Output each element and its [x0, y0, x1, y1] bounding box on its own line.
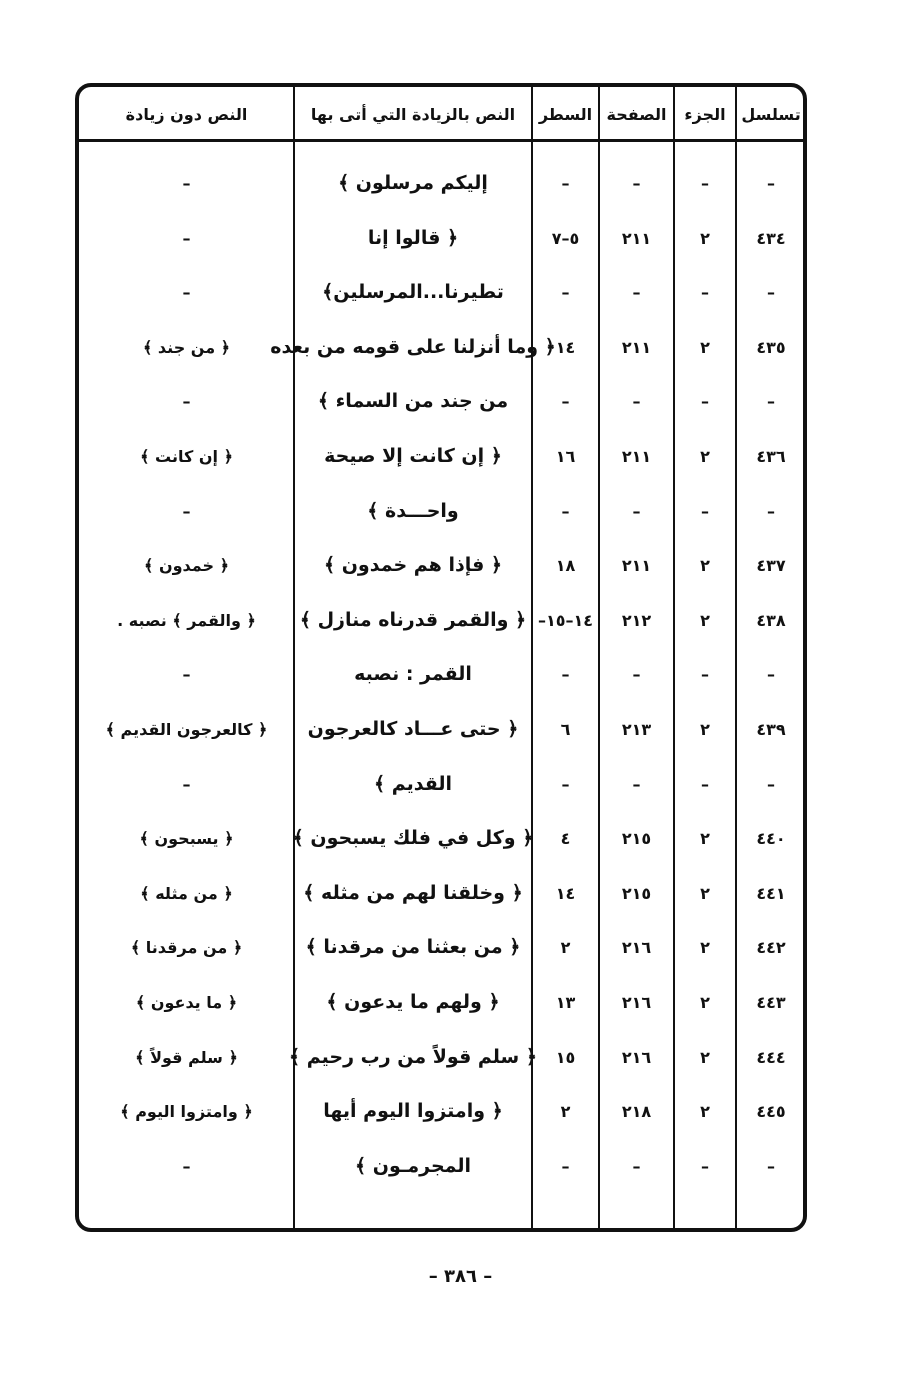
cell-page: ٢١١: [621, 337, 652, 357]
cell-line: ١٣: [555, 992, 576, 1012]
cell-serial: –: [767, 774, 775, 794]
cell-page: ٢١٨: [621, 1101, 652, 1121]
cell-text-without-addition: ﴿ يسبحون ﴾: [139, 828, 234, 848]
cell-part: ٢: [700, 937, 710, 957]
cell-line: ٦: [560, 719, 571, 739]
cell-text-with-addition: ﴿ والقمر قدرناه منازل ﴾: [299, 609, 527, 631]
cell-page: –: [632, 664, 641, 684]
cell-serial: ٤٣٨: [756, 610, 786, 630]
cell-line: ١٤: [555, 883, 576, 903]
cell-line: ٤: [560, 828, 571, 848]
cell-part: ٢: [700, 555, 710, 575]
cell-page: –: [632, 282, 641, 302]
cell-line: –: [561, 664, 570, 684]
cell-text-with-addition: واحـــدة ﴾: [367, 500, 459, 522]
cell-line: ٥–٧: [551, 228, 580, 248]
cell-text-with-addition: ﴿ وكل في فلك يسبحون ﴾: [292, 827, 534, 849]
cell-text-with-addition: القمر : نصبه: [354, 663, 472, 685]
cell-part: ٢: [700, 828, 710, 848]
cell-text-with-addition: تطيرنا...المرسلين﴾: [322, 281, 504, 303]
cell-page: –: [632, 1156, 641, 1176]
cell-text-without-addition: ﴿ كالعرجون القديم ﴾: [105, 719, 268, 739]
cell-text-without-addition: –: [182, 391, 191, 411]
cell-line: –: [561, 501, 570, 521]
cell-text-without-addition: ﴿ إن كانت ﴾: [140, 446, 233, 466]
cell-page: –: [632, 501, 641, 521]
cell-part: –: [701, 282, 709, 302]
cell-page: ٢١٦: [621, 1047, 652, 1067]
cell-text-without-addition: ﴿ سلم قولاً ﴾: [135, 1047, 238, 1067]
cell-part: ٢: [700, 228, 710, 248]
cell-text-with-addition: ﴿ فإذا هم خمدون ﴾: [323, 554, 503, 576]
cell-part: ٢: [700, 992, 710, 1012]
header-line: السطر: [538, 104, 593, 124]
header-page: الصفحة: [606, 104, 667, 124]
cell-page: –: [632, 173, 641, 193]
cell-text-without-addition: –: [182, 173, 191, 193]
cell-text-without-addition: ﴿ من مثله ﴾: [140, 883, 233, 903]
cell-text-with-addition: ﴿ وامتزوا اليوم أيها: [323, 1100, 503, 1122]
cell-serial: ٤٣٥: [756, 337, 786, 357]
cell-text-without-addition: ﴿ وامتزوا اليوم ﴾: [120, 1101, 253, 1121]
cell-serial: ٤٣٤: [756, 228, 786, 248]
cell-line: –: [561, 1156, 570, 1176]
cell-line: ٢: [560, 1101, 571, 1121]
cell-text-without-addition: –: [182, 774, 191, 794]
cell-serial: ٤٣٩: [756, 719, 786, 739]
cell-serial: ٤٤٣: [756, 992, 786, 1012]
cell-text-without-addition: –: [182, 501, 191, 521]
cell-line: –: [561, 391, 570, 411]
cell-page: ٢١٦: [621, 992, 652, 1012]
cell-text-without-addition: –: [182, 1156, 191, 1176]
cell-part: –: [701, 774, 709, 794]
cell-page: ٢١٥: [621, 883, 652, 903]
cell-text-without-addition: ﴿ خمدون ﴾: [144, 555, 229, 575]
cell-part: ٢: [700, 1101, 710, 1121]
cell-text-without-addition: –: [182, 664, 191, 684]
cell-serial: ٤٣٧: [756, 555, 786, 575]
cell-text-with-addition: المجرمـون ﴾: [354, 1155, 472, 1177]
cell-line: ١٤–١٥–: [537, 610, 594, 630]
cell-part: ٢: [700, 1047, 710, 1067]
cell-part: ٢: [700, 446, 710, 466]
cell-page: ٢١١: [621, 228, 652, 248]
cell-text-with-addition: من جند من السماء ﴾: [317, 390, 509, 412]
cell-line: ٢: [560, 937, 571, 957]
header-text-without-addition: النص دون زيادة: [125, 104, 248, 124]
cell-serial: –: [767, 391, 775, 411]
cell-text-with-addition: إليكم مرسلون ﴾: [338, 172, 488, 194]
cell-text-with-addition: ﴿ سلم قولاً من رب رحيم ﴾: [289, 1046, 537, 1068]
cell-text-without-addition: ﴿ من جند ﴾: [142, 337, 231, 357]
cell-text-without-addition: ﴿ والقمر ﴾ نصبه .: [117, 610, 256, 630]
cell-text-with-addition: ﴿ ولهم ما يدعون ﴾: [326, 991, 500, 1013]
cell-serial: ٤٤٤: [756, 1047, 786, 1067]
cell-text-without-addition: ﴿ ما يدعون ﴾: [135, 992, 238, 1012]
header-serial: تسلسل: [741, 104, 801, 124]
cell-serial: ٤٤٠: [756, 828, 786, 848]
cell-text-with-addition: ﴿ حتى عـــاد كالعرجون: [307, 718, 519, 740]
page-number: – ٣٨٦ –: [428, 1266, 493, 1287]
cell-serial: –: [767, 1156, 775, 1176]
cell-serial: –: [767, 173, 775, 193]
cell-part: –: [701, 664, 709, 684]
cell-part: ٢: [700, 719, 710, 739]
cell-page: ٢١٣: [621, 719, 652, 739]
cell-serial: ٤٤١: [756, 883, 786, 903]
cell-text-without-addition: –: [182, 228, 191, 248]
cell-page: ٢١٥: [621, 828, 652, 848]
cell-part: –: [701, 501, 709, 521]
cell-serial: ٤٤٢: [756, 937, 786, 957]
cell-serial: –: [767, 664, 775, 684]
cell-part: ٢: [700, 337, 710, 357]
cell-page: ٢١٢: [621, 610, 652, 630]
cell-part: –: [701, 391, 709, 411]
cell-serial: –: [767, 282, 775, 302]
cell-page: –: [632, 774, 641, 794]
cell-part: ٢: [700, 883, 710, 903]
cell-part: ٢: [700, 610, 710, 630]
cell-text-without-addition: –: [182, 282, 191, 302]
cell-line: ١٤: [555, 337, 576, 357]
cell-text-with-addition: ﴿ وما أنزلنا على قومه من بعده: [270, 336, 556, 358]
cell-serial: ٤٣٦: [756, 446, 786, 466]
cell-text-with-addition: ﴿ وخلقنا لهم من مثله ﴾: [303, 882, 523, 904]
cell-page: ٢١٦: [621, 937, 652, 957]
cell-text-with-addition: ﴿ إن كانت إلا صيحة: [324, 445, 502, 467]
cell-line: –: [561, 282, 570, 302]
cell-page: ٢١١: [621, 446, 652, 466]
header-part: الجزء: [684, 104, 726, 124]
cell-text-with-addition: القديم ﴾: [373, 773, 453, 795]
cell-line: –: [561, 774, 570, 794]
cell-serial: –: [767, 501, 775, 521]
header-text-with-addition: النص بالزيادة التي أتى بها: [310, 104, 516, 124]
cell-page: –: [632, 391, 641, 411]
cell-line: –: [561, 173, 570, 193]
cell-text-with-addition: ﴿ قالوا إنا: [367, 227, 459, 249]
cell-line: ١٦: [555, 446, 576, 466]
cell-line: ١٨: [555, 555, 576, 575]
cell-page: ٢١١: [621, 555, 652, 575]
cell-part: –: [701, 1156, 709, 1176]
cell-text-with-addition: ﴿ من بعثنا من مرقدنا ﴾: [305, 936, 521, 958]
cell-serial: ٤٤٥: [756, 1101, 786, 1121]
cell-text-without-addition: ﴿ من مرقدنا ﴾: [130, 937, 243, 957]
cell-line: ١٥: [555, 1047, 576, 1067]
cell-part: –: [701, 173, 709, 193]
